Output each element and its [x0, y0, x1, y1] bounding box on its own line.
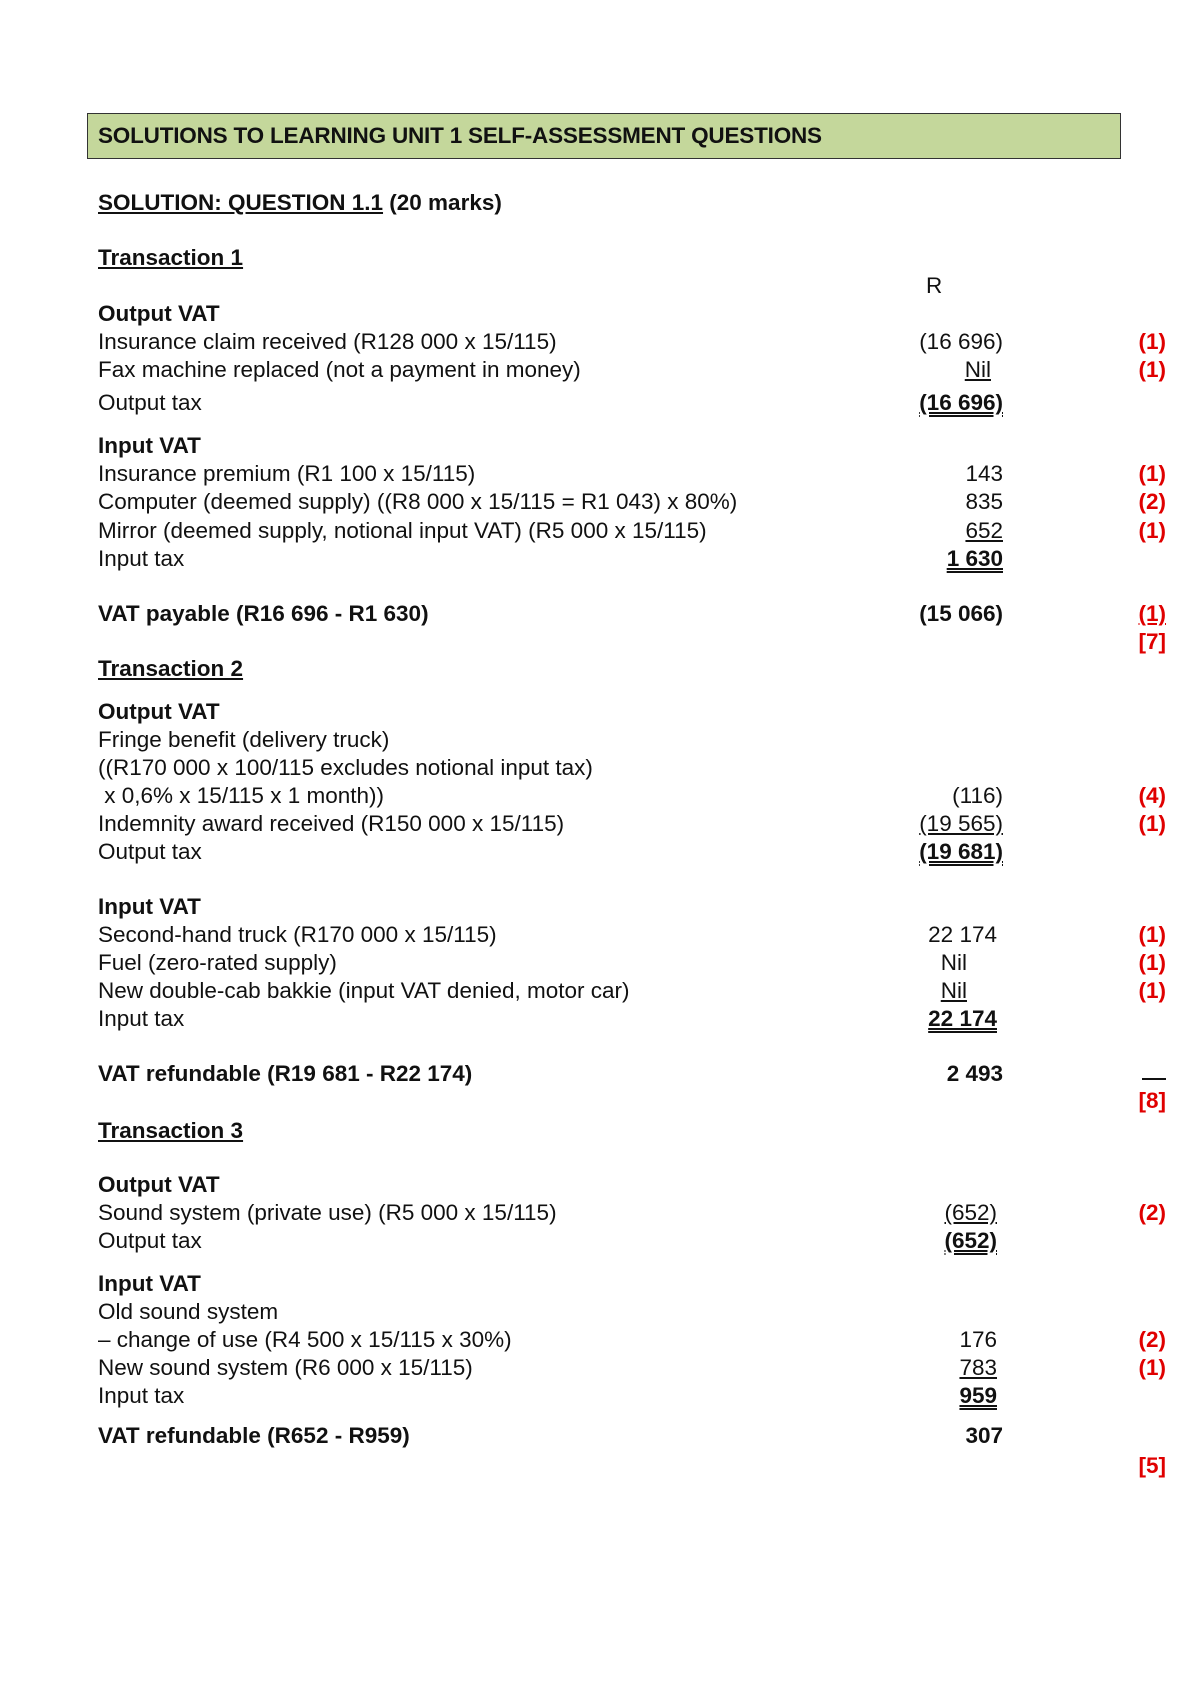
t1-output-total-row [0, 390, 1200, 420]
t3-result-amount: 307 [965, 1423, 1003, 1448]
t3-change-label: – change of use (R4 500 x 15/115 x 30%) [98, 1327, 512, 1352]
question-marks: (20 marks) [383, 190, 502, 215]
t3-input-heading: Input VAT [98, 1271, 201, 1296]
t2-input-mark: (1) [1138, 978, 1166, 1003]
t3-output-heading: Output VAT [98, 1172, 220, 1197]
t3-result-row [0, 1423, 1200, 1453]
t2-result-row [0, 1061, 1200, 1091]
t1-input-label: Mirror (deemed supply, notional input VAT) (R5 000 x 15/115) [98, 518, 707, 543]
t3-new-row [0, 1355, 1200, 1385]
t2-fringe-mark: (4) [1138, 783, 1166, 808]
t2-fringe-amount: (116) [952, 783, 1003, 808]
t1-total-marks: [7] [1138, 629, 1166, 654]
t1-output-mark: (1) [1138, 329, 1166, 354]
t2-input-amount: 22 174 [928, 922, 997, 947]
t1-input-row [0, 461, 1200, 491]
t1-input-amount: 835 [965, 489, 1003, 514]
t3-change-mark: (2) [1138, 1327, 1166, 1352]
t1-input-amount: 652 [965, 518, 1003, 543]
t1-input-mark: (2) [1138, 489, 1166, 514]
t2-input-label: Fuel (zero-rated supply) [98, 950, 337, 975]
t3-change-amount: 176 [959, 1327, 997, 1352]
t2-fringe-line-row [0, 783, 1200, 813]
t2-input-heading: Input VAT [98, 894, 201, 919]
t2-output-total-amount: (19 681) [919, 839, 1003, 864]
t2-indemnity-label: Indemnity award received (R150 000 x 15/115) [98, 811, 565, 836]
t2-input-mark: (1) [1138, 922, 1166, 947]
t3-title-row [0, 1118, 1200, 1148]
section-header-title: SOLUTIONS TO LEARNING UNIT 1 SELF-ASSESSMENT QUESTIONS [98, 123, 822, 148]
t2-fringe-line: Fringe benefit (delivery truck) [98, 727, 390, 752]
t2-total-marks-row [0, 1088, 1200, 1118]
t2-output-heading: Output VAT [98, 699, 220, 724]
t3-old-row [0, 1299, 1200, 1329]
t2-input-label: Second-hand truck (R170 000 x 15/115) [98, 922, 497, 947]
t3-sound-row [0, 1200, 1200, 1230]
t1-input-heading-row [0, 433, 1200, 463]
t1-result-mark: (1) [1138, 601, 1166, 626]
t3-output-total-row [0, 1228, 1200, 1258]
t2-fringe-line-row [0, 727, 1200, 757]
section-header-box [87, 113, 1121, 159]
t3-output-total-amount: (652) [944, 1228, 997, 1253]
t3-input-total-amount: 959 [959, 1383, 997, 1408]
currency-header-row [0, 273, 1200, 303]
t3-sound-label: Sound system (private use) (R5 000 x 15/115) [98, 1200, 557, 1225]
t1-output-mark: (1) [1138, 357, 1166, 382]
t2-input-amount: Nil [940, 978, 967, 1003]
t3-sound-mark: (2) [1138, 1200, 1166, 1225]
t3-input-heading-row [0, 1271, 1200, 1301]
t2-fringe-line-row [0, 755, 1200, 785]
t1-input-label: Computer (deemed supply) ((R8 000 x 15/115 = R1 043) x 80%) [98, 489, 738, 514]
t2-input-amount: Nil [940, 950, 967, 975]
t1-result-amount: (15 066) [919, 601, 1003, 626]
t1-output-row [0, 329, 1200, 359]
t2-fringe-line: x 0,6% x 15/115 x 1 month)) [98, 783, 384, 808]
t1-title-row [0, 245, 1200, 275]
t1-input-total-label: Input tax [98, 546, 185, 571]
t1-input-label: Insurance premium (R1 100 x 15/115) [98, 461, 476, 486]
t3-new-label: New sound system (R6 000 x 15/115) [98, 1355, 473, 1380]
t2-result-label: VAT refundable (R19 681 - R22 174) [98, 1061, 473, 1086]
t3-total-marks: [5] [1138, 1453, 1166, 1478]
t2-input-total-row [0, 1006, 1200, 1036]
currency-label: R [926, 273, 943, 298]
t3-total-marks-row [0, 1453, 1200, 1483]
t2-output-heading-row [0, 699, 1200, 729]
t2-input-total-label: Input tax [98, 1006, 185, 1031]
t3-input-total-label: Input tax [98, 1383, 185, 1408]
t1-input-amount: 143 [965, 461, 1003, 486]
t3-title: Transaction 3 [98, 1118, 244, 1143]
t1-input-row [0, 518, 1200, 548]
t2-input-heading-row [0, 894, 1200, 924]
t3-output-total-label: Output tax [98, 1228, 202, 1253]
t1-input-total-amount: 1 630 [946, 546, 1003, 571]
t1-total-marks-row [0, 629, 1200, 659]
t2-input-row [0, 922, 1200, 952]
t2-input-label: New double-cab bakkie (input VAT denied, motor car) [98, 978, 630, 1003]
t1-output-label: Fax machine replaced (not a payment in money) [98, 357, 581, 382]
t2-indemnity-amount: (19 565) [919, 811, 1003, 836]
t2-fringe-line: ((R170 000 x 100/115 excludes notional input tax) [98, 755, 593, 780]
question-title: SOLUTION: QUESTION 1.1 [98, 190, 384, 215]
t2-total-marks: [8] [1138, 1088, 1166, 1113]
t3-sound-amount: (652) [944, 1200, 997, 1225]
t3-new-amount: 783 [959, 1355, 997, 1380]
t1-output-heading-row [0, 301, 1200, 331]
t1-input-total-row [0, 546, 1200, 576]
t2-title-row [0, 656, 1200, 686]
t1-output-amount: Nil [964, 357, 991, 382]
t2-result-amount: 2 493 [946, 1061, 1003, 1086]
t1-output-label: Insurance claim received (R128 000 x 15/115) [98, 329, 557, 354]
t2-output-total-label: Output tax [98, 839, 202, 864]
t3-change-row [0, 1327, 1200, 1357]
t1-output-total-amount: (16 696) [919, 390, 1003, 415]
t2-indemnity-row [0, 811, 1200, 841]
t1-output-amount: (16 696) [919, 329, 1003, 354]
t2-result-mark-rule [1142, 1078, 1166, 1080]
t2-input-row [0, 950, 1200, 980]
t1-input-mark: (1) [1138, 461, 1166, 486]
t3-new-mark: (1) [1138, 1355, 1166, 1380]
t1-output-total-label: Output tax [98, 390, 202, 415]
t1-title: Transaction 1 [98, 245, 244, 270]
t3-output-heading-row [0, 1172, 1200, 1202]
question-title-row [0, 190, 1200, 220]
t2-indemnity-mark: (1) [1138, 811, 1166, 836]
t1-input-mark: (1) [1138, 518, 1166, 543]
t1-input-heading: Input VAT [98, 433, 201, 458]
t3-input-total-row [0, 1383, 1200, 1413]
t3-old-label: Old sound system [98, 1299, 279, 1324]
t2-input-mark: (1) [1138, 950, 1166, 975]
t2-output-total-row [0, 839, 1200, 869]
t1-output-heading: Output VAT [98, 301, 220, 326]
t2-input-row [0, 978, 1200, 1008]
t1-input-row [0, 489, 1200, 519]
t3-result-label: VAT refundable (R652 - R959) [98, 1423, 410, 1448]
t1-output-row [0, 357, 1200, 387]
t1-result-label: VAT payable (R16 696 - R1 630) [98, 601, 429, 626]
t2-title: Transaction 2 [98, 656, 244, 681]
t1-result-row [0, 601, 1200, 631]
t2-input-total-amount: 22 174 [928, 1006, 997, 1031]
